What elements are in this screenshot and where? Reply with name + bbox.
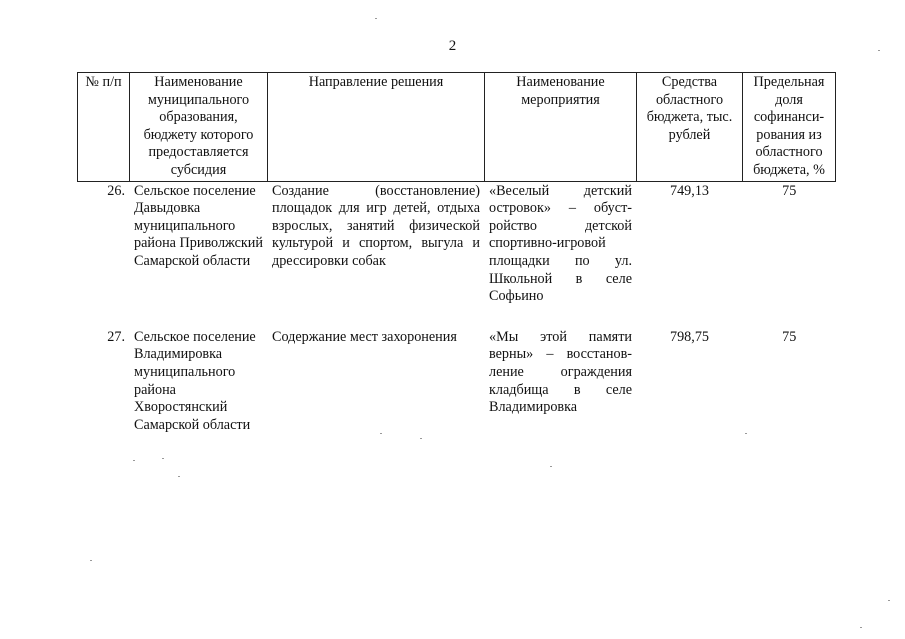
row-spacer bbox=[78, 306, 836, 328]
header-direction: Направление решения bbox=[268, 73, 485, 182]
header-funds: Средства областного бюджета, тыс. рублей bbox=[637, 73, 743, 182]
row-number: 26. bbox=[107, 182, 125, 199]
scan-speck bbox=[178, 476, 180, 477]
row-direction: Содержание мест захоронения bbox=[272, 328, 457, 345]
scan-speck bbox=[878, 50, 880, 51]
subsidy-table bbox=[77, 72, 836, 434]
row-funds: 749,13 bbox=[669, 182, 709, 199]
table-header-row bbox=[78, 73, 836, 182]
header-municipality: Наименование муниципального образования, бюджету которого предоставляется субсидия bbox=[130, 73, 268, 182]
row-share: 75 bbox=[782, 328, 797, 345]
scan-speck bbox=[420, 438, 422, 439]
scan-speck bbox=[90, 560, 92, 561]
scan-speck bbox=[550, 466, 552, 467]
page-number: 2 bbox=[448, 38, 457, 54]
header-number: № п/п bbox=[78, 73, 130, 182]
scan-speck bbox=[133, 460, 135, 461]
row-event: «Веселый детский островок» – обуст-ройство детской спортивно-игровой площадки по ул. Школьной в селе Софьино bbox=[489, 182, 632, 305]
header-event: Наименование мероприятия bbox=[485, 73, 637, 182]
scan-speck bbox=[380, 433, 382, 434]
header-share: Предельная доля софинанси-рования из областного бюджета, % bbox=[743, 73, 836, 182]
scan-speck bbox=[745, 433, 747, 434]
table-row bbox=[78, 181, 836, 306]
row-funds: 798,75 bbox=[669, 328, 709, 345]
row-direction: Создание (восстановление) площадок для игр детей, отдыха взрослых, занятий физической культурой и спортом, выгула и дрессировки собак bbox=[272, 182, 480, 269]
scan-speck bbox=[162, 458, 164, 459]
row-municipality: Сельское поселение Давыдовка муниципального района Приволжский Самарской области bbox=[134, 182, 263, 269]
scan-speck bbox=[888, 600, 890, 601]
row-number: 27. bbox=[107, 328, 125, 345]
row-share: 75 bbox=[782, 182, 797, 199]
row-event: «Мы этой памяти верны» – восстанов-ление ограждения кладбища в селе Владимировка bbox=[489, 328, 632, 416]
row-municipality: Сельское поселение Владимировка муниципального района Хворостянский Самарской области bbox=[134, 328, 256, 433]
table-row bbox=[78, 328, 836, 435]
scan-speck bbox=[860, 627, 862, 628]
scan-speck bbox=[375, 18, 377, 19]
